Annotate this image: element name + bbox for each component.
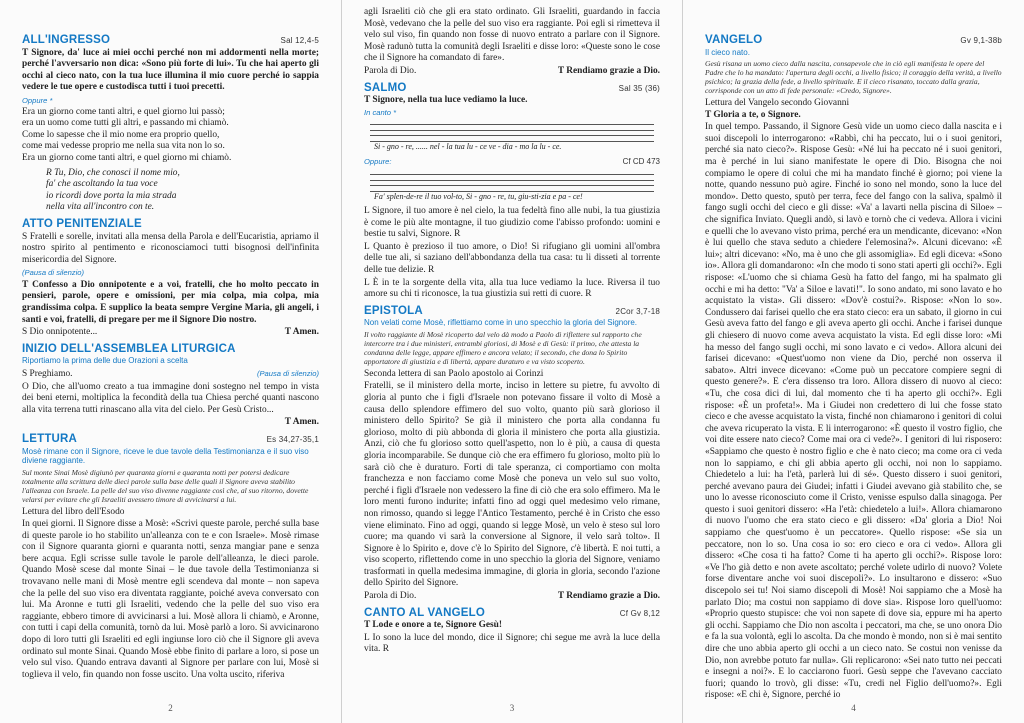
pausa-silenzio: (Pausa di silenzio) <box>22 268 85 278</box>
ingresso-title: ALL'INGRESSO <box>22 34 111 46</box>
rendiamo-grazie: T Rendiamo grazie a Dio. <box>557 65 660 76</box>
dio-onnipotente: S Dio onnipotente... <box>22 327 98 338</box>
music-lyrics: Si - gno - re, ...... nel - la tua lu - ce ve - dia - mo la lu - ce. <box>374 142 562 152</box>
music-staff <box>364 120 660 154</box>
epistola-ref: 2Cor 3,7-18 <box>615 306 660 316</box>
salmo-verse: L È in te la sorgente della vita, alla tua luce vediamo la luce. Riversa il tuo amore su chi ti riconosce, la tua giustizia sui retti di cuore. R <box>364 277 660 300</box>
oppure-row <box>364 156 660 168</box>
vangelo-title: VANGELO <box>705 34 763 46</box>
penitenziale-title: ATTO PENITENZIALE <box>22 217 142 230</box>
inizio-heading <box>22 344 319 356</box>
salmo-heading <box>364 83 660 95</box>
orazione-text: O Dio, che all'uomo creato a tua immagine doni sostegno nel tempo in vista dei beni eterni, moltiplica la fecondità della tua Chiesa perché quanti nascono alla vita terrena tutti rinascano alla vita del cielo. Per Gesù Cristo... <box>22 381 319 415</box>
salmo-ref: Sal 35 (36) <box>618 83 660 93</box>
salmo-ritornello: T Signore, nella tua luce vediamo la luce. <box>364 95 528 106</box>
page-3 <box>342 0 683 723</box>
lettura-sub: Mosè rimane con il Signore, riceve le due tavole della Testimonianza e il suo viso diviene raggiante. <box>22 446 309 465</box>
salmo-verse: L Signore, il tuo amore è nel cielo, la tua fedeltà fino alle nubi, la tua giustizia è come le più alte montagne, il tuo giudizio come l'abisso profondo: uomini e bestie tu salvi, Signore. R <box>364 205 660 240</box>
rendiamo-grazie: T Rendiamo grazie a Dio. <box>557 591 660 602</box>
lettura-libro: Lettura del libro dell'Esodo <box>22 506 125 517</box>
parola-row <box>364 66 660 78</box>
epistola-intro: Il volto raggiante di Mosè ricoperto dal velo dà modo a Paolo di riflettere sul rapporto che intercorre tra i due ministeri, entrambi gloriosi, di Mosè e di Gesù: il primo, che attesta la condanna delle legge, appare effimero e ancora velato; il secondo, che dona lo Spirito apportatore di giustizia e di libertà, appare duraturo e va visto scoperto. <box>364 329 642 366</box>
ingresso-text: T Signore, da' luce ai miei occhi perché non mi addormenti nella morte; perché l'avversario non dica: «Sono più forte di lui». Tu che hai aperto gli occhi al cieco nato, con la tua luce illumina il mio cuore perché io sappia vedere le tue opere e custodisca tutti i tuoi precetti. <box>22 47 319 93</box>
vangelo-ref: Gv 9,1-38b <box>960 36 1002 45</box>
penitenziale-invito: S Fratelli e sorelle, invitati alla mensa della Parola e dell'Eucaristia, apriamo il nostro spirito al pentimento e riconosciamoci tutti bisognosi dell'infinita misericordia del Signore. <box>22 231 319 265</box>
epistola-sub: Non velati come Mosè, riflettiamo come in uno specchio la gloria del Signore. <box>364 318 638 328</box>
lettura-title: LETTURA <box>22 432 78 445</box>
refrain-line: nella vita all'incontro con te. <box>46 202 155 213</box>
amen: T Amen. <box>284 417 319 428</box>
in-canto-label: In canto * <box>364 107 397 117</box>
epistola-title: EPISTOLA <box>364 304 423 317</box>
salmo-verse: L Quanto è prezioso il tuo amore, o Dio! Si rifugiano gli uomini all'ombra delle tue ali, si saziano dell'abbondanza della tua casa: tu li disseti al torrente delle tue delizie. R <box>364 241 660 275</box>
music-staff <box>364 170 660 204</box>
cd-ref: Cf CD 473 <box>622 157 660 167</box>
lettura-text: In quei giorni. Il Signore disse a Mosè: «Scrivi queste parole, perché sulla base di queste parole io ho stabilito un'alleanza con te e con Israele». Mosè rimase con il Signore quaranta giorni e quaranta notti, senza mangiar pane e senza bere acqua. Egli scrisse sulle tavole le parole dell'alleanza, le dieci parole. Quando Mosè scese dal monte Sinai – le due tavole della Testimonianza si trovavano nelle mani di Mosè mentre egli scendeva dal monte – non sapeva che la pelle del suo viso era diventata raggiante, poiché aveva conversato con lui. Ma Aronne e tutti gli Israeliti, vedendo che la pelle del suo viso era raggiante, ebbero timore di avvicinarsi a lui. Mosè allora li chiamò, e Aronne, con tutti i capi della comunità, tornò da lui. Mosè parlò a loro. Si avvicinarono dopo di loro tutti gli Israeliti ed egli ingiunse loro ciò che il Signore gli aveva ordinato sul monte Sinai. Quando Mosè ebbe finito di parlare a loro, si pose un velo sul viso. Quando entrava davanti al Signore per parlare con lui, Mosè si toglieva il velo, fin quando non fosse uscito. Una volta uscito, riferiva <box>22 519 319 680</box>
lettura-intro: Sul monte Sinai Mosè digiunò per quaranta giorni e quaranta notti per potersi dedicare totalmente alla scrittura delle dieci parole sulla base delle quali il Signore aveva stabilito l'alleanza con Israele. La pelle del suo viso divenne raggiante così che, al suo ritorno, dovette velarsi per evitare che gli Israeliti avessero timore di avvicinarsi a lui. <box>22 467 309 504</box>
oppure-label: Oppure * <box>22 95 53 105</box>
staff-lines <box>370 174 654 192</box>
refrain-line: fa' che ascoltando la tua voce <box>46 179 158 190</box>
page-number: 4 <box>851 703 856 714</box>
amen: T Amen. <box>284 327 319 338</box>
lettura-ref: Es 34,27-35,1 <box>266 434 319 444</box>
lettura-continuation: agli Israeliti ciò che gli era stato ordinato. Gli Israeliti, guardando in faccia Mosè, vedevano che la pelle del suo viso era raggiante. Poi egli si rimetteva il velo sul viso, fin quando non fosse di nuovo entrato a parlare con il Signore. Mosè radunò tutta la comunità degli Israeliti e disse loro: «Queste sono le cose che il Signore ha comandato di fare». <box>364 7 660 64</box>
epistola-text: Fratelli, se il ministero della morte, inciso in lettere su pietre, fu avvolto di gloria al punto che i figli d'Israele non potevano fissare il volto di Mosè a causa dello splendore effimero del suo volto, quanto più sarà glorioso il ministero dello Spirito? Se già il ministero che porta alla condanna fu glorioso, molto di più abbonda di gloria il ministero che porta alla giustizia. Anzi, ciò che fu glorioso sotto quell'aspetto, non lo è più, a causa di questa gloria incomparabile. Se dunque ciò che era effimero fu glorioso, molto più lo sarà ciò che è duraturo. Forti di tale speranza, ci comportiamo con molta franchezza e non facciamo come Mosè che poneva un velo sul suo volto, perché i figli d'Israele non vedessero la fine di ciò che era solo effimero. Ma le loro menti furono indurite; infatti fino ad oggi quel medesimo velo rimane, non rimosso, quando si legge l'Antico Testamento, perché è in Cristo che esso viene eliminato. Fino ad oggi, quando si legge Mosè, un velo è steso sul loro cuore; ma quando vi sarà la conversione al Signore, il velo sarà tolto». Il Signore è lo Spirito e, dove c'è lo Spirito del Signore, c'è libertà. E noi tutti, a viso scoperto, riflettendo come in uno specchio la gloria del Signore, veniamo trasformati in quella medesima immagine, di gloria in gloria, secondo l'azione dello Spirito del Signore. <box>364 381 660 589</box>
page-4 <box>683 0 1024 723</box>
inizio-sub: Riportiamo la prima delle due Orazioni a scelta <box>22 356 188 366</box>
page-number: 2 <box>168 703 173 714</box>
parola-di-dio: Parola di Dio. <box>364 65 417 76</box>
poem-line: Come lo sapesse che il mio nome era proprio quello, <box>22 129 220 140</box>
refrain <box>22 168 319 214</box>
inizio-title: INIZIO DELL'ASSEMBLEA LITURGICA <box>22 342 236 355</box>
gloria-text: T Gloria a te, o Signore. <box>705 109 801 120</box>
canto-title: CANTO AL VANGELO <box>364 606 485 619</box>
salmo-title: SALMO <box>364 81 407 94</box>
ingresso-ref: Sal 12,4-5 <box>280 36 319 45</box>
ingresso-heading <box>22 35 319 47</box>
lettura-heading <box>22 434 319 446</box>
preghiamo: S Preghiamo. <box>22 368 73 379</box>
pausa-silenzio: (Pausa di silenzio) <box>256 368 319 378</box>
vangelo-text: In quel tempo. Passando, il Signore Gesù vide un uomo cieco dalla nascita e i suoi discepoli lo interrogarono: «Rabbì, chi ha peccato, lui o i suoi genitori, perché sia nato cieco?». Rispose Gesù: «Né lui ha peccato né i suoi genitori, ma è perché in lui siano manifestate le opere di Dio. Bisogna che noi compiamo le opere di colui che mi ha mandato finché è giorno; poi viene la notte, quando nessuno può agire. Finché io sono nel mondo, sono la luce del mondo». Detto questo, sputò per terra, fece del fango con la saliva, spalmò il fango sugli occhi del cieco e gli disse: «Va' a lavarti nella piscina di Siloe» – che significa Inviato. Quegli andò, si lavò e tornò che ci vedeva. Allora i vicini e quelli che lo avevano visto prima, perché era un mendicante, dicevano: «Non è lui quello che stava seduto a chiedere l'elemosina?». Alcuni dicevano: «È lui»; altri dicevano: «No, ma è uno che gli assomiglia». Ed egli diceva: «Sono io». Allora gli domandarono: «In che modo ti sono stati aperti gli occhi?». Egli rispose: «L'uomo che si chiama Gesù ha fatto del fango, mi ha spalmato gli occhi e mi ha detto: "Va' a Siloe e lavati!". Io sono andato, mi sono lavato e ho acquistato la vista». Gli dissero: «Dov'è costui?». Rispose: «Non lo so». Condussero dai farisei quello che era stato cieco: era un sabato, il giorno in cui Gesù aveva fatto del fango e gli aveva aperto gli occhi. Anche i farisei dunque gli chiesero di nuovo come aveva acquistato la vista. Ed egli disse loro: «Mi ha messo del fango sugli occhi, mi sono lavato e ci vedo». Allora alcuni dei farisei dicevano: «Quest'uomo non viene da Dio, perché non osserva il sabato». Altri invece dicevano: «Come può un peccatore compiere segni di questo genere?». E c'era dissenso tra loro. Allora dissero di nuovo al cieco: «Tu, che cosa dici di lui, dal momento che ti ha aperto gli occhi?». Egli rispose: «È un profeta!». Ma i Giudei non credettero di lui che fosse stato cieco e che avesse acquistato la vista, finché non chiamarono i genitori di colui che aveva ricuperato la vista. E li interrogarono: «È questo il vostro figlio, che voi dite essere nato cieco? Come mai ora ci vede?». I genitori di lui risposero: «Sappiamo che questo è nostro figlio e che è nato cieco; ma come ora ci veda non lo sappiamo, e chi gli abbia aperto gli occhi, noi non lo sappiamo. Chiedetelo a lui: ha l'età, parlerà lui di sé». Questo dissero i suoi genitori, perché avevano paura dei Giudei; infatti i Giudei avevano già stabilito che, se uno lo avesse riconosciuto come il Cristo, venisse espulso dalla sinagoga. Per questo i suoi genitori dissero: «Ha l'età: chiedetelo a lui!». Allora chiamarono di nuovo l'uomo che era stato cieco e gli dissero: «Da' gloria a Dio! Noi sappiamo che quest'uomo è un peccatore». Quello rispose: «Se sia un peccatore, non lo so. Una cosa io so: ero cieco e ora ci vedo». Allora gli dissero: «Che cosa ti ha fatto? Come ti ha aperto gli occhi?». Rispose loro: «Ve l'ho già detto e non avete ascoltato; perché volete udirlo di nuovo? Volete forse diventare anche voi suoi discepoli?». Lo insultarono e dissero: «Suo discepolo sei tu! Noi siamo discepoli di Mosè! Noi sappiamo che a Mosè ha parlato Dio; ma costui non sappiamo di dove sia». Rispose loro quell'uomo: «Proprio questo stupisce: che voi non sapete di dove sia, eppure mi ha aperto gli occhi. Sappiamo che Dio non ascolta i peccatori, ma che, se uno onora Dio e fa la sua volontà, egli lo ascolta. Da che mondo è mondo, non si è mai sentito dire che uno abbia aperto gli occhi a un cieco nato. Se costui non venisse da Dio, non avrebbe potuto far nulla». Gli replicarono: «Sei nato tutto nei peccati e insegni a noi?». E lo cacciarono fuori. Gesù seppe che l'avevano cacciato fuori; quando lo trovò, gli disse: «Tu, credi nel Figlio dell'uomo?». Egli rispose: «E chi è, Signore, perché io <box>705 122 1002 701</box>
poem-line: come mai vedesse proprio me nella sua vita non lo so. <box>22 141 225 152</box>
canto-heading <box>364 608 660 620</box>
canto-verse: L Io sono la luce del mondo, dice il Signore; chi segue me avrà la luce della vita. R <box>364 632 660 655</box>
music-lyrics: Fa' splen-de-re il tuo vol-to, Si - gno - re, tu, giu-sti-zia e pa - ce! <box>374 191 583 201</box>
vangelo-intro: Gesù risana un uomo cieco dalla nascita, consapevole che in ciò egli manifesta le opere del Padre che lo ha mandato: l'apertura degli occhi, a livello fisico; il coraggio della verità, a livello psichico; la grazia della fede, a livello spirituale. E il cieco risanato, toccato dalla grazia, corrisponde con un atto di fede personale: «Credo, Signore». <box>705 59 1002 96</box>
penitenziale-heading <box>22 219 319 231</box>
parola-di-dio: Parola di Dio. <box>364 591 417 602</box>
refrain-line: io ricordi dove porta la mia strada <box>46 190 177 201</box>
vangelo-sub: Il cieco nato. <box>705 47 750 57</box>
canto-ref: Cf Gv 8,12 <box>619 608 660 618</box>
poem-line: Era un giorno come tanti altri, e quel giorno mi chiamò. <box>22 152 232 163</box>
vangelo-libro: Lettura del Vangelo secondo Giovanni <box>705 98 850 109</box>
dio-onnipotente-row <box>22 327 319 339</box>
parola-row <box>364 591 660 603</box>
refrain-line: R Tu, Dio, che conosci il nome mio, <box>46 167 180 178</box>
page-2 <box>0 0 342 723</box>
vangelo-heading <box>705 35 1002 47</box>
poem-line: era un uomo come tutti gli altri, e passando mi chiamò. <box>22 118 229 129</box>
poem-line: Era un giorno come tanti altri, e quel giorno lui passò; <box>22 106 225 117</box>
confesso-text: T Confesso a Dio onnipotente e a voi, fratelli, che ho molto peccato in pensieri, parole, opere e omissioni, per mia colpa, mia colpa, mia grandissima colpa. E supplico la beata sempre Vergine Maria, gli angeli, i santi e voi, fratelli, di pregare per me il Signore Dio nostro. <box>22 279 319 325</box>
epistola-heading <box>364 306 660 318</box>
epistola-libro: Seconda lettera di san Paolo apostolo ai Corinzi <box>364 368 544 379</box>
lode-text: T Lode e onore a te, Signore Gesù! <box>364 620 503 631</box>
oppure-label: Oppure: <box>364 157 392 167</box>
preghiamo-row <box>22 368 319 381</box>
staff-lines <box>370 124 654 142</box>
page-number: 3 <box>509 703 515 714</box>
poem <box>22 107 319 165</box>
